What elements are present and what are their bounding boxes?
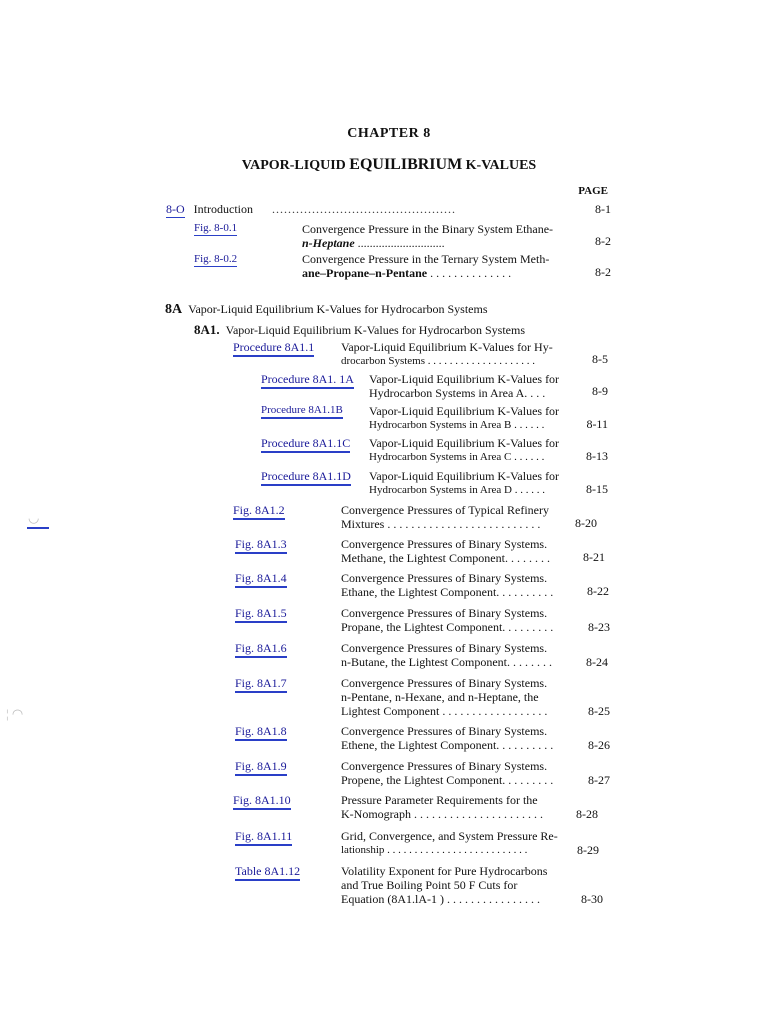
subsection-8A1: 8A1. Vapor-Liquid Equilibrium K-Values for Hydrocarbon Systems [194,322,526,337]
figure-description: Convergence Pressures of Binary Systems. Ethane, the Lightest Component. . . . . . . . . . [341,571,554,599]
figure-description: Convergence Pressures of Binary Systems. Methane, the Lightest Component. . . . . . . . [341,537,550,565]
procedure-page: 8-5 [592,352,608,366]
figure-ref[interactable]: Fig. 8A1.3 [235,537,287,552]
intro-leader: .............................................. [272,202,456,216]
page-column-header: PAGE [578,185,608,197]
figure-page: 8-23 [588,620,610,634]
figure-ref[interactable]: Fig. 8A1.11 [235,829,292,844]
margin-mark [27,527,49,529]
procedure-page: 8-15 [586,482,608,496]
figure-page: 8-27 [588,773,610,787]
figure-ref[interactable]: Fig. 8A1.6 [235,641,287,656]
chapter-number: CHAPTER 8 [347,126,431,141]
figure-page: 8-28 [576,807,598,821]
figure-page: 8-26 [588,738,610,752]
procedure-ref[interactable]: Procedure 8A1. 1A [261,372,354,387]
figure-description: Convergence Pressures of Binary Systems. Propane, the Lightest Component. . . . . . . . . [341,606,554,634]
figure-ref[interactable]: Fig. 8A1.8 [235,724,287,739]
intro-page: 8-1 [595,202,611,216]
table-description: Volatility Exponent for Pure Hydrocarbons and True Boiling Point 50 F Cuts for Equation (8A1.lA-1 ) . . . . . . . . . . . . . . . . [341,864,548,906]
margin-smudge: ¦ ◠ [6,706,24,721]
figure-ref[interactable]: Fig. 8A1.2 [233,503,285,518]
margin-smudge: ◡ [28,510,40,525]
procedure-ref[interactable]: Procedure 8A1.1C [261,436,350,451]
table-page: 8-30 [581,892,603,906]
procedure-ref[interactable]: Procedure 8A1.1B [261,404,343,416]
fig-description: Convergence Pressure in the Ternary System Meth- ane–Propane–n-Pentane . . . . . . . . . . . . . . [302,252,550,280]
figure-ref[interactable]: Fig. 8A1.10 [233,793,291,808]
figure-page: 8-21 [583,550,605,564]
figure-ref[interactable]: Fig. 8A1.7 [235,676,287,691]
figure-page: 8-20 [575,516,597,530]
procedure-page: 8-13 [586,449,608,463]
figure-page: 8-24 [586,655,608,669]
figure-description: Convergence Pressures of Binary Systems. Ethene, the Lightest Component. . . . . . . . . . [341,724,554,752]
fig-description: Convergence Pressure in the Binary System Ethane- n-Heptane ............................. [302,222,554,250]
procedure-page: 8-9 [592,384,608,398]
figure-description: Convergence Pressures of Binary Systems. Propene, the Lightest Component. . . . . . . . . [341,759,554,787]
fig-ref[interactable]: Fig. 8-0.2 [194,253,238,265]
procedure-description: Vapor-Liquid Equilibrium K-Values for Hydrocarbon Systems in Area A. . . . [369,372,560,400]
procedure-description: Vapor-Liquid Equilibrium K-Values for Hy- drocarbon Systems . . . . . . . . . . . . . . . . . . . . [341,340,553,367]
procedure-ref[interactable]: Procedure 8A1.1D [261,469,351,484]
figure-ref[interactable]: Fig. 8A1.5 [235,606,287,621]
fig-page: 8-2 [595,265,611,279]
procedure-description: Vapor-Liquid Equilibrium K-Values for Hydrocarbon Systems in Area B . . . . . . [369,404,560,431]
figure-page: 8-22 [587,584,609,598]
figure-description: Convergence Pressures of Binary Systems. n-Butane, the Lightest Component. . . . . . . . [341,641,552,669]
table-ref[interactable]: Table 8A1.12 [235,864,300,879]
procedure-description: Vapor-Liquid Equilibrium K-Values for Hydrocarbon Systems in Area D . . . . . . [369,469,560,496]
fig-ref[interactable]: Fig. 8-0.1 [194,222,238,234]
figure-ref[interactable]: Fig. 8A1.4 [235,571,287,586]
chapter-title: VAPOR-LIQUID EQUILIBRIUM K-VALUES [241,156,537,173]
procedure-ref[interactable]: Procedure 8A1.1 [233,340,314,355]
figure-description: Convergence Pressures of Binary Systems. n-Pentane, n-Hexane, and n-Heptane, the Lightest Component . . . . . . . . . . . . . . . . . . [341,676,548,718]
figure-description: Convergence Pressures of Typical Refinery Mixtures . . . . . . . . . . . . . . . . . . . . . . . . . . [341,503,549,531]
toc-intro[interactable]: 8-O Introduction [166,202,253,216]
section-8A: 8A Vapor-Liquid Equilibrium K-Values for Hydrocarbon Systems [165,302,488,317]
figure-page: 8-29 [577,843,599,857]
procedure-description: Vapor-Liquid Equilibrium K-Values for Hydrocarbon Systems in Area C . . . . . . [369,436,560,463]
figure-page: 8-25 [588,704,610,718]
fig-page: 8-2 [595,234,611,248]
figure-description: Pressure Parameter Requirements for the K-Nomograph . . . . . . . . . . . . . . . . . . . . . . [341,793,543,821]
figure-ref[interactable]: Fig. 8A1.9 [235,759,287,774]
figure-description: Grid, Convergence, and System Pressure Re- lationship . . . . . . . . . . . . . . . . . . . . . . . . . . [341,829,558,856]
procedure-page: 8-11 [586,417,608,431]
